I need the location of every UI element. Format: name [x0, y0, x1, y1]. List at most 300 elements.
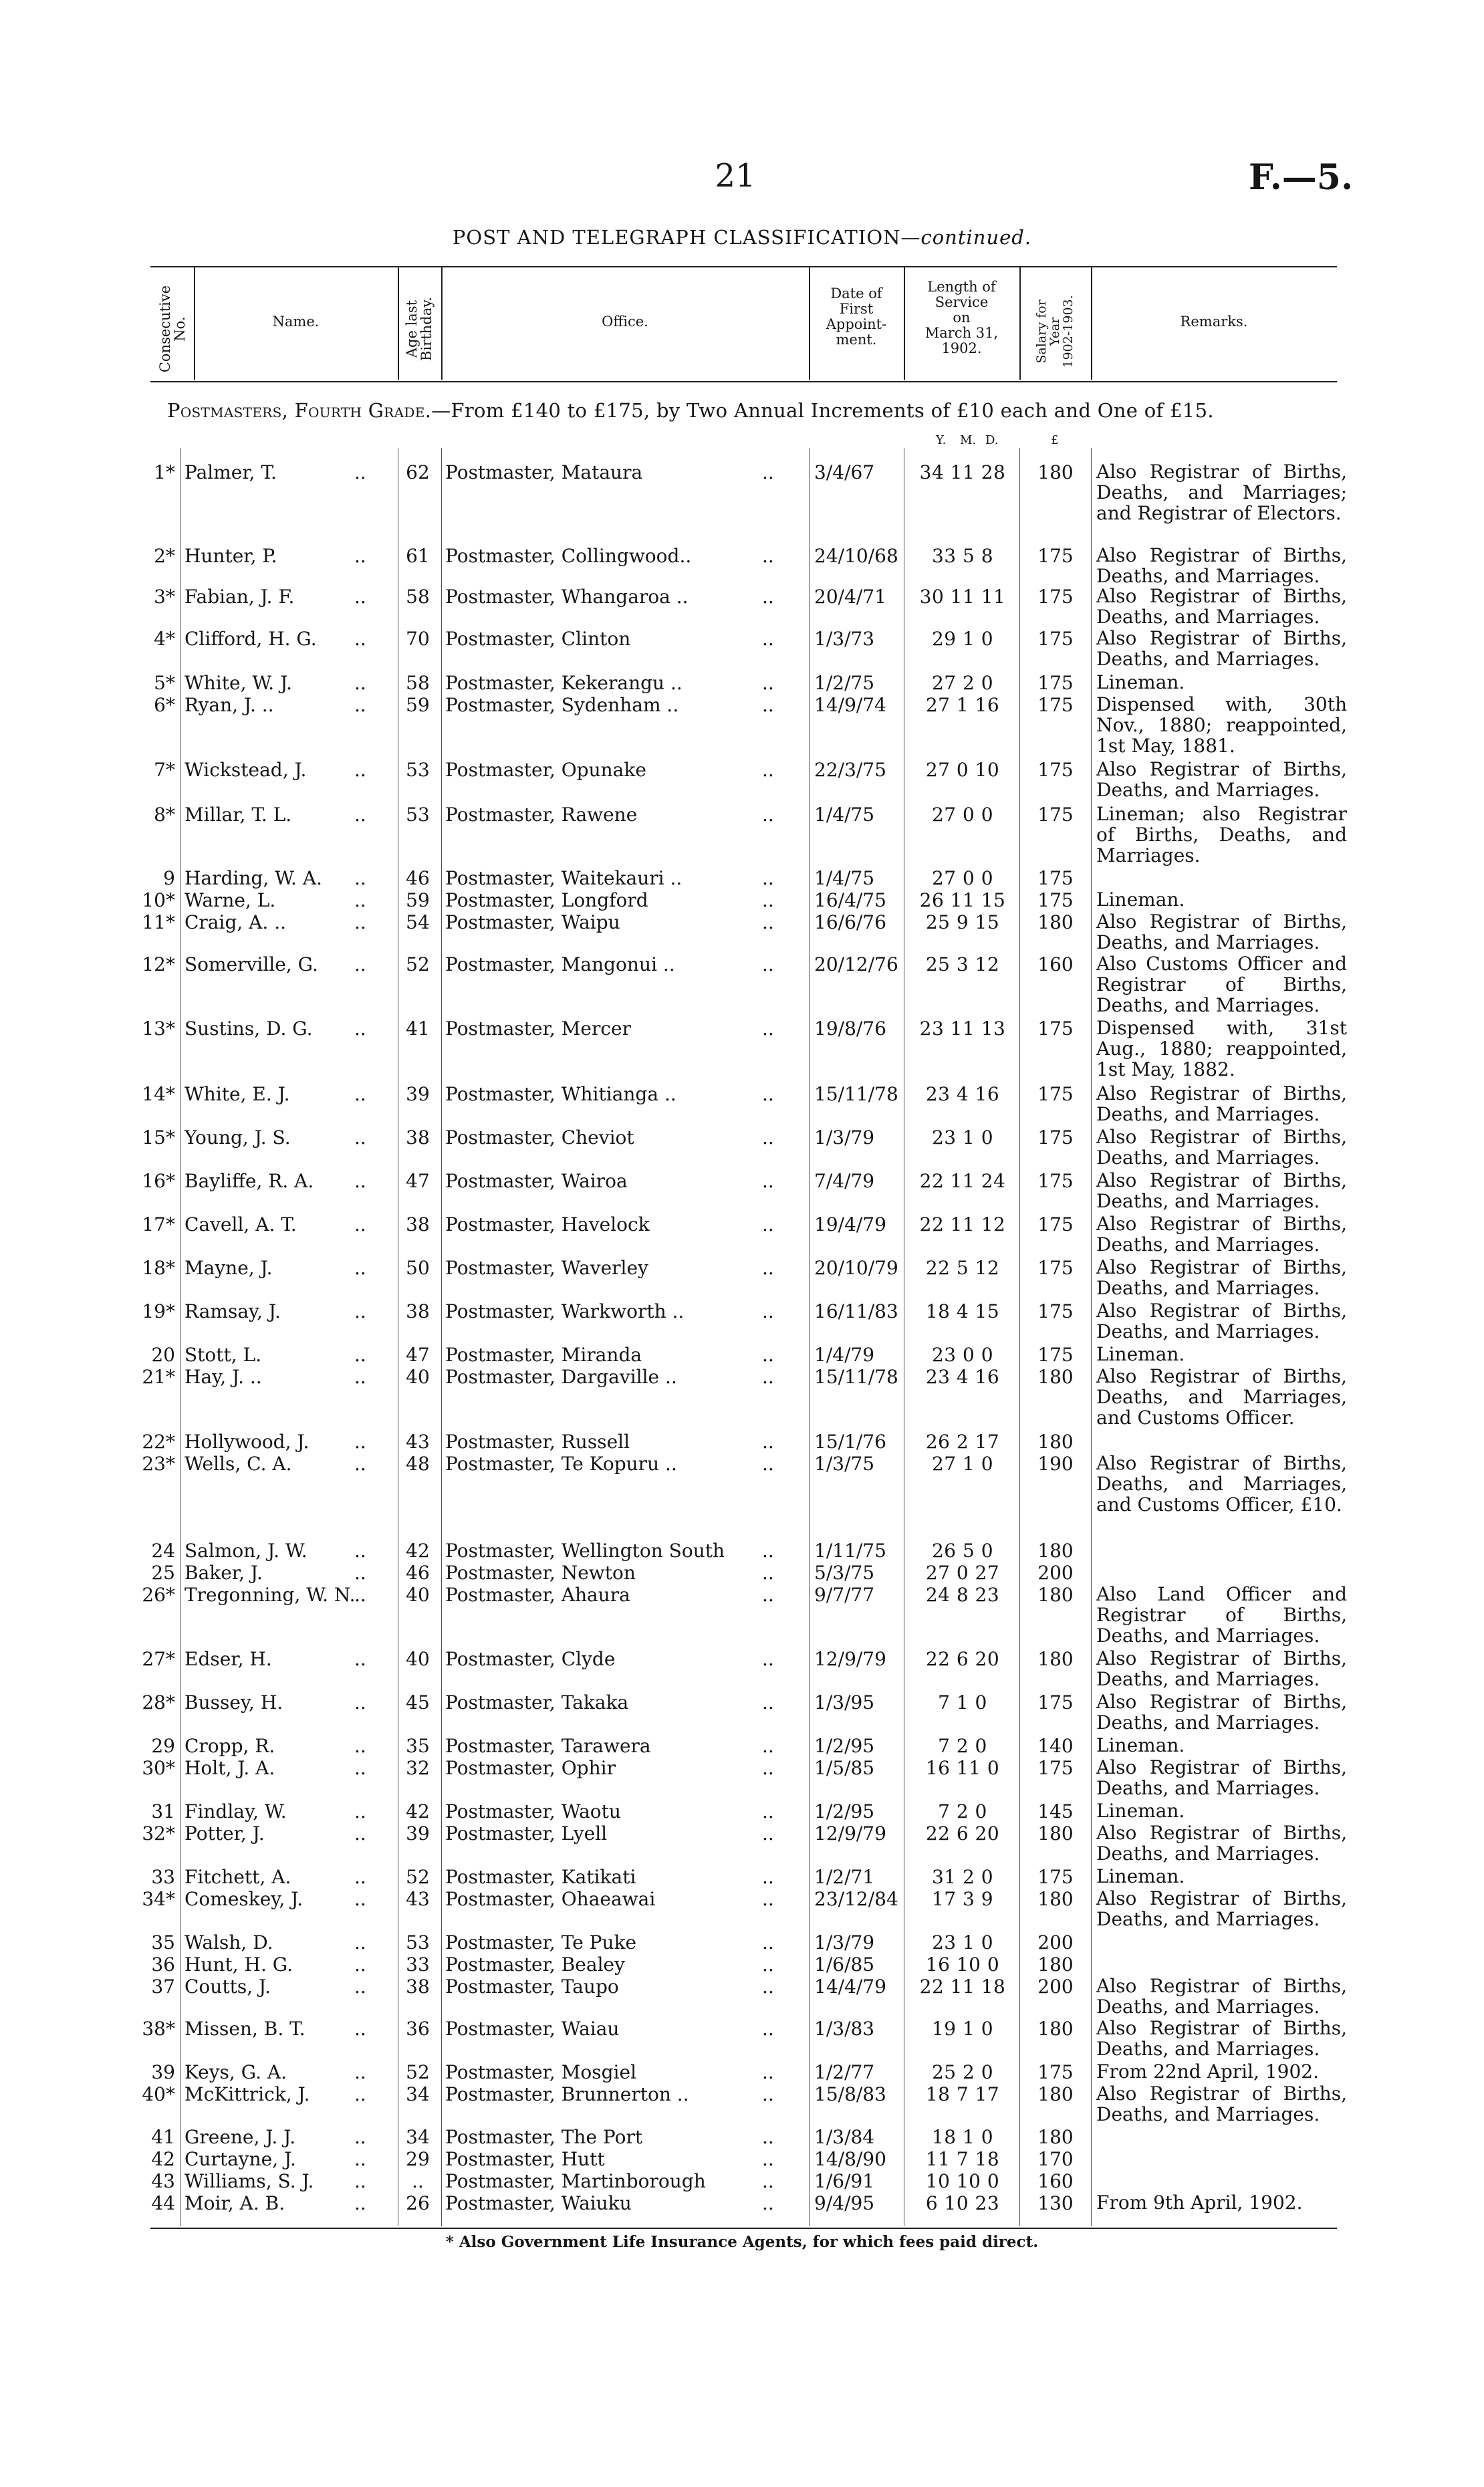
leader-dots: ..	[354, 1866, 366, 1888]
name-cell: Stott, L.	[184, 1344, 262, 1366]
leader-dots: ..	[762, 1127, 774, 1149]
length-of-service-cell: 18 1 0	[931, 2126, 994, 2148]
leader-dots: ..	[762, 1800, 774, 1822]
date-cell: 1/3/73	[814, 628, 875, 650]
name-cell: Hunter, P.	[184, 545, 277, 567]
leader-dots: ..	[354, 1822, 366, 1845]
age-cell: 58	[406, 672, 430, 694]
leader-dots: ..	[354, 461, 366, 483]
date-cell: 1/4/79	[814, 1344, 875, 1366]
date-cell: 23/12/84	[814, 1888, 898, 1910]
age-cell: 40	[406, 1584, 430, 1606]
remarks-cell: Also Land Officer and Registrar of Births, Deaths, and Marriages.	[1096, 1583, 1347, 1647]
age-cell: 58	[406, 586, 430, 608]
length-of-service-cell: 11 7 18	[925, 2148, 1000, 2170]
page-title	[0, 226, 1484, 249]
age-cell: 38	[406, 1213, 430, 1235]
salary-cell: 130	[1037, 2192, 1074, 2214]
office-cell: Postmaster, Havelock	[445, 1213, 650, 1235]
page-number: 21	[715, 157, 756, 195]
consecutive-no: 29	[151, 1735, 175, 1757]
salary-cell: 200	[1037, 1976, 1074, 1998]
leader-dots: ..	[354, 1735, 366, 1757]
header-text: No.	[172, 316, 188, 342]
leader-dots: ..	[762, 2148, 774, 2170]
salary-cell: 180	[1037, 461, 1074, 483]
length-of-service-cell: 29 1 0	[931, 628, 994, 650]
age-cell: 53	[406, 804, 430, 826]
age-cell: 40	[406, 1366, 430, 1388]
length-of-service-cell: 26 11 15	[919, 889, 1006, 911]
date-cell: 1/2/95	[814, 1735, 875, 1757]
consecutive-no: 27*	[142, 1648, 175, 1670]
consecutive-no: 11*	[142, 911, 175, 933]
column-divider	[809, 448, 810, 2226]
leader-dots: ..	[762, 1344, 774, 1366]
salary-cell: 180	[1037, 1648, 1074, 1670]
leader-dots: ..	[354, 1584, 366, 1606]
consecutive-no: 41	[151, 2126, 175, 2148]
salary-cell: 175	[1037, 1344, 1074, 1366]
date-cell: 20/10/79	[814, 1257, 898, 1279]
age-cell: 61	[406, 545, 430, 567]
date-cell: 7/4/79	[814, 1170, 875, 1192]
remarks-cell: Also Registrar of Births, Deaths, and Marriages.	[1096, 1822, 1347, 1865]
leader-dots: ..	[354, 1213, 366, 1235]
salary-cell: 180	[1037, 1431, 1074, 1453]
remarks-cell: Lineman.	[1096, 1343, 1185, 1365]
salary-cell: 180	[1037, 2126, 1074, 2148]
consecutive-no: 33	[151, 1866, 175, 1888]
header-text: Age last	[403, 300, 420, 358]
salary-cell: 160	[1037, 953, 1074, 975]
leader-dots: ..	[354, 1431, 366, 1453]
office-cell: Postmaster, Mataura	[445, 461, 643, 483]
leader-dots: ..	[762, 2170, 774, 2192]
salary-cell: 180	[1037, 1888, 1074, 1910]
office-cell: Postmaster, Lyell	[445, 1822, 608, 1845]
date-cell: 15/11/78	[814, 1083, 898, 1105]
header-text: Length of	[927, 279, 996, 295]
date-cell: 15/1/76	[814, 1431, 886, 1453]
length-of-service-cell: 33 5 8	[931, 545, 994, 567]
date-cell: 9/7/77	[814, 1584, 875, 1606]
length-of-service-cell: 19 1 0	[931, 2018, 994, 2040]
leader-dots: ..	[354, 1540, 366, 1562]
salary-cell: 170	[1037, 2148, 1074, 2170]
salary-cell: 180	[1037, 1540, 1074, 1562]
age-cell: 62	[406, 461, 430, 483]
leader-dots: ..	[762, 1976, 774, 1998]
remarks-cell: Also Registrar of Births, Deaths, and Marriages.	[1096, 1887, 1347, 1930]
leader-dots: ..	[354, 1691, 366, 1713]
name-cell: Williams, S. J.	[184, 2170, 314, 2192]
salary-cell: 180	[1037, 911, 1074, 933]
office-cell: Postmaster, Martinborough	[445, 2170, 706, 2192]
leader-dots: ..	[354, 1800, 366, 1822]
salary-cell: 175	[1037, 1083, 1074, 1105]
leader-dots: ..	[354, 694, 366, 716]
header-text: Appoint-	[826, 316, 887, 333]
consecutive-no: 18*	[142, 1257, 175, 1279]
salary-cell: 145	[1037, 1800, 1074, 1822]
leader-dots: ..	[762, 1931, 774, 1953]
name-cell: Hay, J. ..	[184, 1366, 262, 1388]
consecutive-no: 21*	[142, 1366, 175, 1388]
header-salary	[1035, 275, 1076, 388]
office-cell: Postmaster, Katikati	[445, 1866, 636, 1888]
leader-dots: ..	[762, 586, 774, 608]
office-cell: Postmaster, Mangonui ..	[445, 953, 675, 975]
age-cell: 59	[406, 889, 430, 911]
name-cell: Holt, J. A.	[184, 1757, 275, 1779]
consecutive-no: 28*	[142, 1691, 175, 1713]
date-cell: 16/6/76	[814, 911, 886, 933]
salary-cell: 175	[1037, 867, 1074, 889]
date-cell: 16/4/75	[814, 889, 886, 911]
salary-cell: 160	[1037, 2170, 1074, 2192]
remarks-cell: Also Registrar of Births, Deaths, and Marriages, and Customs Officer.	[1096, 1365, 1347, 1429]
consecutive-no: 38*	[142, 2018, 175, 2040]
office-cell: Postmaster, The Port	[445, 2126, 643, 2148]
date-cell: 24/10/68	[814, 545, 898, 567]
length-of-service-cell: 23 4 16	[925, 1366, 1000, 1388]
age-cell: 59	[406, 694, 430, 716]
remarks-cell: Also Registrar of Births, Deaths, and Marriages.	[1096, 911, 1347, 953]
consecutive-no: 15*	[142, 1127, 175, 1149]
age-cell: 52	[406, 1866, 430, 1888]
consecutive-no: 34*	[142, 1888, 175, 1910]
office-cell: Postmaster, Warkworth ..	[445, 1300, 685, 1322]
leader-dots: ..	[354, 2061, 366, 2083]
age-cell: 54	[406, 911, 430, 933]
age-cell: 39	[406, 1822, 430, 1845]
consecutive-no: 42	[151, 2148, 175, 2170]
office-cell: Postmaster, Hutt	[445, 2148, 605, 2170]
name-cell: Cropp, R.	[184, 1735, 275, 1757]
office-cell: Postmaster, Te Kopuru ..	[445, 1453, 677, 1475]
length-of-service-cell: 7 1 0	[938, 1691, 987, 1713]
header-office: Office.	[602, 314, 648, 330]
name-cell: Wells, C. A.	[184, 1453, 292, 1475]
date-cell: 1/6/85	[814, 1953, 875, 1976]
unit-days: D.	[985, 433, 999, 447]
consecutive-no: 32*	[142, 1822, 175, 1845]
leader-dots: ..	[762, 1300, 774, 1322]
name-cell: Clifford, H. G.	[184, 628, 317, 650]
name-cell: Salmon, J. W.	[184, 1540, 307, 1562]
office-cell: Postmaster, Waotu	[445, 1800, 621, 1822]
title-main: POST AND TELEGRAPH CLASSIFICATION—	[452, 226, 921, 249]
leader-dots: ..	[354, 2148, 366, 2170]
remarks-cell: Also Registrar of Births, Deaths, and Marriages.	[1096, 758, 1347, 801]
age-cell: 47	[406, 1170, 430, 1192]
leader-dots: ..	[354, 804, 366, 826]
header-text: Date of	[830, 285, 882, 302]
office-cell: Postmaster, Ophir	[445, 1757, 616, 1779]
salary-cell: 175	[1037, 1018, 1074, 1040]
office-cell: Postmaster, Whangaroa ..	[445, 586, 689, 608]
consecutive-no: 36	[151, 1953, 175, 1976]
name-cell: Hunt, H. G.	[184, 1953, 293, 1976]
remarks-cell: Also Registrar of Births, Deaths, and Marriages.	[1096, 1647, 1347, 1690]
leader-dots: ..	[354, 1083, 366, 1105]
header-consecutive-no	[158, 272, 187, 386]
name-cell: Sustins, D. G.	[184, 1018, 313, 1040]
name-cell: Moir, A. B.	[184, 2192, 285, 2214]
length-of-service-cell: 27 0 27	[925, 1562, 1000, 1584]
leader-dots: ..	[354, 1366, 366, 1388]
leader-dots: ..	[354, 911, 366, 933]
age-cell: 52	[406, 2061, 430, 2083]
age-cell: 36	[406, 2018, 430, 2040]
office-cell: Postmaster, Brunnerton ..	[445, 2083, 689, 2105]
date-cell: 3/4/67	[814, 461, 875, 483]
leader-dots: ..	[762, 2083, 774, 2105]
consecutive-no: 31	[151, 1800, 175, 1822]
date-cell: 1/2/71	[814, 1866, 875, 1888]
date-cell: 22/3/75	[814, 759, 886, 781]
salary-cell: 180	[1037, 1584, 1074, 1606]
office-cell: Postmaster, Dargaville ..	[445, 1366, 677, 1388]
leader-dots: ..	[762, 1257, 774, 1279]
consecutive-no: 6*	[154, 694, 175, 716]
date-cell: 1/3/83	[814, 2018, 875, 2040]
leader-dots: ..	[354, 1888, 366, 1910]
leader-dots: ..	[354, 1344, 366, 1366]
header-text: Year	[1047, 317, 1063, 346]
consecutive-no: 14*	[142, 1083, 175, 1105]
date-cell: 14/8/90	[814, 2148, 886, 2170]
salary-cell: 140	[1037, 1735, 1074, 1757]
leader-dots: ..	[762, 1083, 774, 1105]
salary-cell: 175	[1037, 1170, 1074, 1192]
leader-dots: ..	[354, 2018, 366, 2040]
header-date	[809, 286, 904, 348]
leader-dots: ..	[762, 867, 774, 889]
office-cell: Postmaster, Tarawera	[445, 1735, 651, 1757]
date-cell: 1/2/77	[814, 2061, 875, 2083]
consecutive-no: 20	[151, 1344, 175, 1366]
leader-dots: ..	[354, 628, 366, 650]
age-cell: 38	[406, 1127, 430, 1149]
length-of-service-cell: 7 2 0	[938, 1735, 987, 1757]
leader-dots: ..	[762, 804, 774, 826]
office-cell: Postmaster, Wellington South	[445, 1540, 725, 1562]
leader-dots: ..	[354, 889, 366, 911]
remarks-cell: Also Registrar of Births, Deaths, and Marriages.	[1096, 1756, 1347, 1799]
date-cell: 12/9/79	[814, 1822, 886, 1845]
remarks-cell: Also Registrar of Births, Deaths, and Marriages.	[1096, 1300, 1347, 1342]
age-cell: 53	[406, 1931, 430, 1953]
office-cell: Postmaster, Rawene	[445, 804, 638, 826]
salary-cell: 180	[1037, 2083, 1074, 2105]
name-cell: McKittrick, J.	[184, 2083, 310, 2105]
age-cell: 42	[406, 1800, 430, 1822]
age-cell: 42	[406, 1540, 430, 1562]
length-of-service-cell: 23 1 0	[931, 1127, 994, 1149]
consecutive-no: 23*	[142, 1453, 175, 1475]
age-cell: 52	[406, 953, 430, 975]
length-of-service-cell: 7 2 0	[938, 1800, 987, 1822]
salary-cell: 175	[1037, 759, 1074, 781]
age-cell: 46	[406, 1562, 430, 1584]
date-cell: 1/3/84	[814, 2126, 875, 2148]
office-cell: Postmaster, Ohaeawai	[445, 1888, 656, 1910]
office-cell: Postmaster, Clyde	[445, 1648, 616, 1670]
office-cell: Postmaster, Waipu	[445, 911, 620, 933]
column-divider	[441, 448, 442, 2226]
name-cell: Keys, G. A.	[184, 2061, 287, 2083]
leader-dots: ..	[354, 1931, 366, 1953]
date-cell: 15/11/78	[814, 1366, 898, 1388]
office-cell: Postmaster, Whitianga ..	[445, 1083, 676, 1105]
salary-cell: 175	[1037, 1866, 1074, 1888]
unit-pounds: £	[1051, 433, 1059, 447]
age-cell: 50	[406, 1257, 430, 1279]
remarks-cell: Also Registrar of Births, Deaths, and Marriages.	[1096, 1169, 1347, 1212]
age-cell: 46	[406, 867, 430, 889]
length-of-service-cell: 27 0 0	[931, 867, 994, 889]
name-cell: Cavell, A. T.	[184, 1213, 297, 1235]
remarks-cell: Lineman.	[1096, 889, 1185, 911]
consecutive-no: 13*	[142, 1018, 175, 1040]
header-text: 1902-1903.	[1060, 295, 1076, 368]
age-cell: 35	[406, 1735, 430, 1757]
leader-dots: ..	[354, 759, 366, 781]
age-cell: 38	[406, 1976, 430, 1998]
name-cell: Warne, L.	[184, 889, 276, 911]
name-cell: Greene, J. J.	[184, 2126, 296, 2148]
name-cell: Craig, A. ..	[184, 911, 287, 933]
length-of-service-cell: 27 2 0	[931, 672, 994, 694]
name-cell: White, W. J.	[184, 672, 293, 694]
name-cell: White, E. J.	[184, 1083, 290, 1105]
consecutive-no: 25	[151, 1562, 175, 1584]
leader-dots: ..	[762, 2126, 774, 2148]
salary-cell: 180	[1037, 1366, 1074, 1388]
office-cell: Postmaster, Clinton	[445, 628, 631, 650]
length-of-service-cell: 24 8 23	[925, 1584, 1000, 1606]
consecutive-no: 16*	[142, 1170, 175, 1192]
header-remarks: Remarks.	[1180, 314, 1248, 330]
salary-cell: 190	[1037, 1453, 1074, 1475]
length-of-service-cell: 16 11 0	[925, 1757, 1000, 1779]
office-cell: Postmaster, Mercer	[445, 1018, 631, 1040]
leader-dots: ..	[354, 1300, 366, 1322]
consecutive-no: 17*	[142, 1213, 175, 1235]
consecutive-no: 39	[151, 2061, 175, 2083]
leader-dots: ..	[762, 911, 774, 933]
length-of-service-cell: 17 3 9	[931, 1888, 994, 1910]
date-cell: 9/4/95	[814, 2192, 875, 2214]
remarks-cell: Lineman.	[1096, 1800, 1185, 1822]
salary-cell: 175	[1037, 1127, 1074, 1149]
age-cell: 34	[406, 2083, 430, 2105]
footnote: * Also Government Life Insurance Agents, for which fees paid direct.	[445, 2233, 1039, 2251]
name-cell: Baker, J.	[184, 1562, 263, 1584]
consecutive-no: 12*	[142, 953, 175, 975]
consecutive-no: 4*	[154, 628, 175, 650]
date-cell: 19/4/79	[814, 1213, 886, 1235]
date-cell: 20/4/71	[814, 586, 886, 608]
name-cell: Curtayne, J.	[184, 2148, 296, 2170]
header-text: Salary for	[1034, 300, 1049, 364]
salary-cell: 180	[1037, 1822, 1074, 1845]
date-cell: 1/3/75	[814, 1453, 875, 1475]
leader-dots: ..	[762, 1888, 774, 1910]
leader-dots: ..	[762, 545, 774, 567]
remarks-cell: Also Registrar of Births, Deaths, and Marriages.	[1096, 2017, 1347, 2060]
age-cell: 32	[406, 1757, 430, 1779]
age-cell: 43	[406, 1431, 430, 1453]
leader-dots: ..	[354, 586, 366, 608]
remarks-cell: Also Registrar of Births, Deaths, and Marriages.	[1096, 1126, 1347, 1169]
consecutive-no: 3*	[154, 586, 175, 608]
date-cell: 1/4/75	[814, 804, 875, 826]
leader-dots: ..	[762, 1648, 774, 1670]
age-cell: 26	[406, 2192, 430, 2214]
leader-dots: ..	[354, 953, 366, 975]
leader-dots: ..	[354, 1453, 366, 1475]
leader-dots: ..	[762, 2061, 774, 2083]
length-of-service-cell: 10 10 0	[925, 2170, 1000, 2192]
length-of-service-cell: 30 11 11	[919, 586, 1006, 608]
remarks-cell: Lineman.	[1096, 1865, 1185, 1887]
consecutive-no: 1*	[154, 461, 175, 483]
office-cell: Postmaster, Takaka	[445, 1691, 629, 1713]
office-cell: Postmaster, Ahaura	[445, 1584, 630, 1606]
unit-months: M.	[960, 433, 977, 447]
leader-dots: ..	[354, 1757, 366, 1779]
page-reference: F.—5.	[1249, 157, 1354, 198]
date-cell: 1/4/75	[814, 867, 875, 889]
name-cell: Findlay, W.	[184, 1800, 287, 1822]
length-of-service-cell: 16 10 0	[925, 1953, 1000, 1976]
date-cell: 12/9/79	[814, 1648, 886, 1670]
leader-dots: ..	[762, 2018, 774, 2040]
salary-cell: 175	[1037, 889, 1074, 911]
leader-dots: ..	[354, 1562, 366, 1584]
leader-dots: ..	[762, 672, 774, 694]
header-text: First	[839, 301, 874, 318]
leader-dots: ..	[354, 1170, 366, 1192]
header-name: Name.	[272, 314, 320, 330]
salary-cell: 175	[1037, 545, 1074, 567]
leader-dots: ..	[354, 1976, 366, 1998]
consecutive-no: 37	[151, 1976, 175, 1998]
leader-dots: ..	[354, 1127, 366, 1149]
grade-heading	[167, 399, 1214, 422]
name-cell: Potter, J.	[184, 1822, 265, 1845]
header-top-rule	[150, 266, 1337, 267]
length-of-service-cell: 27 1 0	[931, 1453, 994, 1475]
leader-dots: ..	[354, 1018, 366, 1040]
column-divider	[1019, 448, 1020, 2226]
name-cell: Edser, H.	[184, 1648, 272, 1670]
salary-cell: 175	[1037, 628, 1074, 650]
length-of-service-cell: 26 5 0	[931, 1540, 994, 1562]
office-cell: Postmaster, Mosgiel	[445, 2061, 637, 2083]
office-cell: Postmaster, Collingwood..	[445, 545, 692, 567]
consecutive-no: 10*	[142, 889, 175, 911]
leader-dots: ..	[762, 1735, 774, 1757]
length-of-service-cell: 22 6 20	[925, 1648, 1000, 1670]
age-cell: 48	[406, 1453, 430, 1475]
office-cell: Postmaster, Cheviot	[445, 1127, 634, 1149]
name-cell: Fabian, J. F.	[184, 586, 295, 608]
name-cell: Walsh, D.	[184, 1931, 273, 1953]
